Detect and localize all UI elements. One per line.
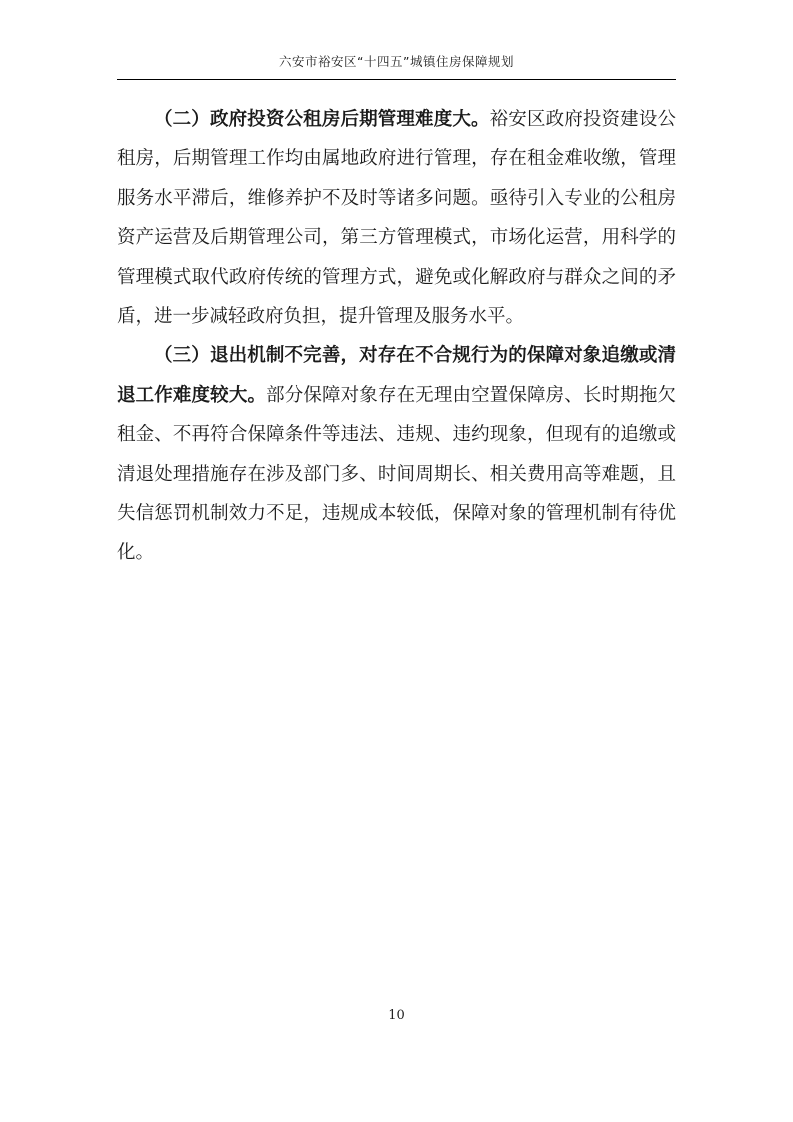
page-number: 10 bbox=[388, 1008, 405, 1023]
running-header: 六安市裕安区“十四五”城镇住房保障规划 bbox=[279, 54, 514, 69]
document-body bbox=[117, 100, 676, 573]
paragraph-text: 部分保障对象存在无理由空置保障房、长时期拖欠租金、不再符合保障条件等违法、违规、违约现象，但现有的追缴或清退处理措施存在涉及部门多、时间周期长、相关费用高等难题，且失信惩罚机制效力不足，违规成本较低，保障对象的管理机制有待优化。 bbox=[117, 384, 676, 564]
paragraph-government-rental-management bbox=[117, 100, 676, 336]
header-divider bbox=[117, 79, 676, 80]
paragraph-exit-mechanism bbox=[117, 336, 676, 572]
paragraph-heading: （三）退出机制不完善，对存在不合规行为的保障对象追缴或清退工作难度较大。 bbox=[117, 345, 676, 406]
paragraph-heading: （二）政府投资公租房后期管理难度大。 bbox=[154, 109, 490, 130]
paragraph-text: 裕安区政府投资建设公租房，后期管理工作均由属地政府进行管理，存在租金难收缴，管理服务水平滞后，维修养护不及时等诸多问题。亟待引入专业的公租房资产运营及后期管理公司，第三方管理模式，市场化运营，用科学的管理模式取代政府传统的管理方式，避免或化解政府与群众之间的矛盾，进一步减轻政府负担，提升管理及服务水平。 bbox=[117, 109, 676, 328]
